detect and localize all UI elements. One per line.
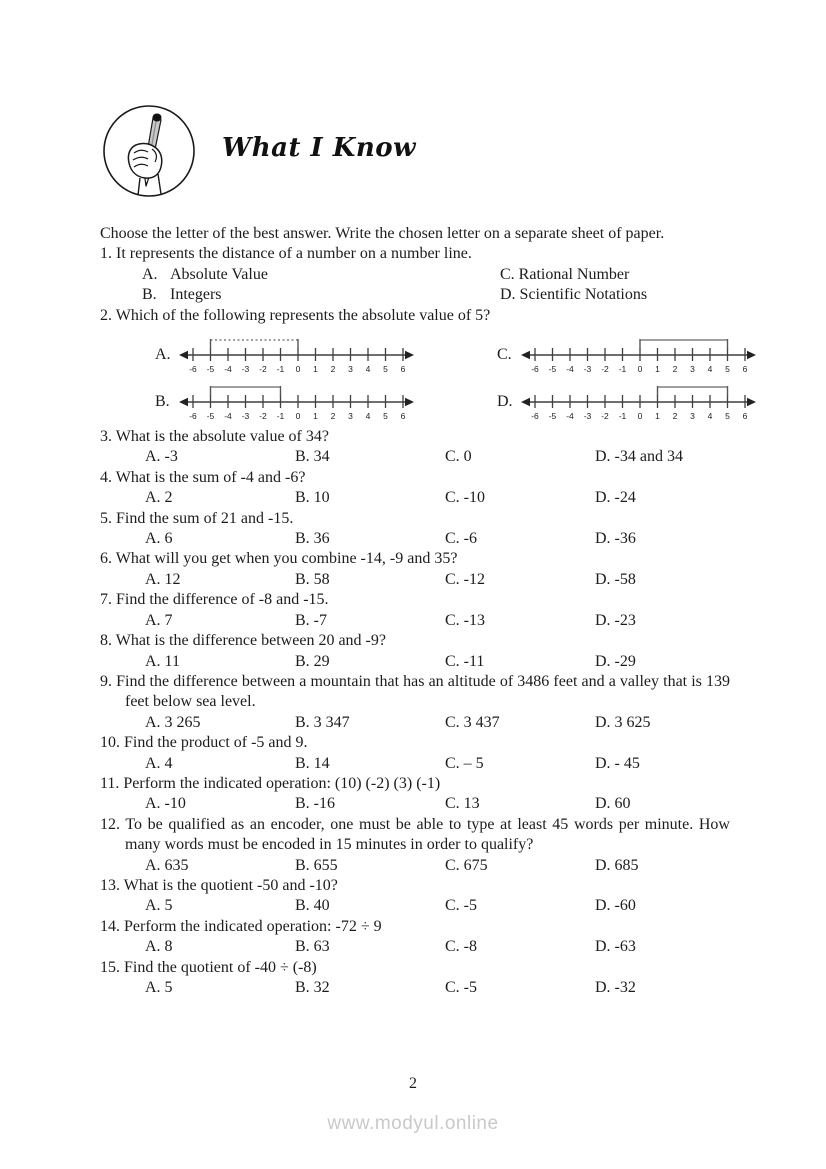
section-header	[100, 102, 730, 200]
question-statement	[100, 427, 730, 447]
question-14	[100, 917, 730, 958]
option-text: Integers	[170, 286, 222, 304]
option-A: A. 4	[145, 754, 173, 772]
question-15	[100, 958, 730, 999]
options-row	[100, 652, 730, 672]
svg-text:-3: -3	[583, 364, 592, 375]
option-C: C. -5	[445, 897, 477, 915]
question-statement	[100, 876, 730, 896]
question-4	[100, 468, 730, 509]
svg-text:6: 6	[400, 411, 406, 422]
options-row	[100, 488, 730, 508]
option-A: A. 635	[145, 856, 189, 874]
question-text: What is the absolute value of 34?	[115, 428, 329, 446]
option-D: D. -63	[595, 938, 636, 956]
question-statement	[100, 590, 730, 610]
svg-text:4: 4	[365, 411, 371, 422]
question-text: Find the sum of 21 and -15.	[116, 509, 294, 527]
options-row	[100, 447, 730, 467]
question-8	[100, 631, 730, 672]
option-A: A. 11	[145, 652, 180, 670]
question-text: To be qualified as an encoder, one must be able to type at least 45 words per minute. How many words must be encoded in 15 minutes in order to qualify?	[125, 815, 730, 854]
questions-list	[100, 244, 748, 998]
svg-text:1: 1	[313, 364, 318, 375]
option-C: C. -13	[445, 611, 485, 629]
option-D: D. 685	[595, 856, 639, 874]
option-A: A. 7	[145, 611, 173, 629]
svg-text:-4: -4	[224, 411, 232, 422]
question-text: Find the difference between a mountain that has an altitude of 3486 feet and a valley that is 139 feet below sea level.	[116, 672, 731, 711]
number-line-option-B	[155, 380, 497, 424]
question-text: Find the difference of -8 and -15.	[116, 591, 329, 609]
option-B: B. 3 347	[295, 713, 350, 731]
option-B: B. -16	[295, 795, 335, 813]
question-statement	[100, 244, 730, 264]
option-D: D. 60	[595, 795, 631, 813]
option-D: D. -60	[595, 897, 636, 915]
option-B: B. 10	[295, 489, 330, 507]
option-C: C. -10	[445, 489, 485, 507]
svg-text:2: 2	[672, 364, 678, 375]
svg-text:4: 4	[707, 364, 713, 375]
option-A: A. -3	[145, 448, 178, 466]
options-row	[100, 896, 730, 916]
option-D: D. -34 and 34	[595, 448, 683, 466]
options-row	[100, 713, 730, 733]
option-B: B. 29	[295, 652, 330, 670]
question-text: It represents the distance of a number on a number line.	[116, 245, 472, 263]
svg-text:-3: -3	[241, 411, 250, 422]
option-D: D. -29	[595, 652, 636, 670]
svg-text:3: 3	[348, 364, 353, 375]
number-line-option-C	[497, 333, 756, 377]
option-B: B. 40	[295, 897, 330, 915]
svg-text:-1: -1	[618, 364, 627, 375]
options-row	[100, 611, 730, 631]
question-text: What is the quotient -50 and -10?	[123, 876, 338, 894]
option-C: C. 0	[445, 448, 472, 466]
number-line-label: C.	[497, 346, 512, 364]
svg-text:5: 5	[383, 411, 388, 422]
question-12	[100, 815, 730, 876]
question-text: Find the product of -5 and 9.	[124, 734, 308, 752]
question-number: 5.	[100, 509, 112, 527]
svg-text:2: 2	[672, 411, 678, 422]
option-C: C. – 5	[445, 754, 484, 772]
number-line-figure	[179, 333, 414, 377]
option-B: B. 34	[295, 448, 330, 466]
svg-text:-2: -2	[259, 411, 267, 422]
option-C: C. -11	[445, 652, 485, 670]
svg-text:-2: -2	[259, 364, 267, 375]
question-statement	[100, 917, 730, 937]
number-lines	[100, 333, 748, 424]
question-statement	[100, 815, 730, 856]
svg-text:0: 0	[295, 364, 301, 375]
svg-text:2: 2	[330, 364, 336, 375]
watermark: www.modyul.online	[327, 1113, 499, 1134]
question-5	[100, 509, 730, 550]
question-number: 12.	[100, 815, 120, 833]
svg-text:-1: -1	[276, 411, 285, 422]
options-row	[100, 265, 730, 285]
svg-text:-5: -5	[548, 364, 557, 375]
option-D: D. Scientific Notations	[500, 286, 648, 304]
option-A: A. 5	[145, 897, 173, 915]
svg-text:-6: -6	[531, 364, 539, 375]
option-C: C. 675	[445, 856, 488, 874]
options-row	[100, 570, 730, 590]
option-A: A. 8	[145, 938, 173, 956]
svg-text:3: 3	[348, 411, 353, 422]
question-statement	[100, 631, 730, 651]
option-D: D. -32	[595, 979, 636, 996]
question-text: Find the quotient of -40 ÷ (-8)	[124, 958, 317, 976]
question-number: 13.	[100, 876, 120, 894]
svg-text:5: 5	[725, 364, 730, 375]
svg-text:1: 1	[655, 411, 660, 422]
question-number: 15.	[100, 958, 120, 976]
svg-text:5: 5	[725, 411, 730, 422]
svg-text:-4: -4	[566, 364, 574, 375]
question-statement	[100, 958, 730, 978]
question-number: 1.	[100, 245, 112, 263]
question-number: 4.	[100, 468, 112, 486]
section-title: What I Know	[222, 132, 416, 163]
number-line-option-D	[497, 380, 756, 424]
option-A: A.	[142, 265, 158, 283]
option-A: A. 6	[145, 530, 173, 548]
option-D: D. -23	[595, 611, 636, 629]
hand-pencil-logo	[100, 102, 198, 200]
svg-text:6: 6	[400, 364, 406, 375]
question-number: 7.	[100, 591, 112, 609]
option-D: D. -24	[595, 489, 636, 507]
options-row	[100, 856, 730, 876]
svg-text:1: 1	[313, 411, 318, 422]
svg-text:-3: -3	[241, 364, 250, 375]
question-13	[100, 876, 730, 917]
question-3	[100, 427, 730, 468]
svg-text:-6: -6	[189, 364, 197, 375]
svg-text:-6: -6	[189, 411, 197, 422]
option-B: B. 14	[295, 754, 330, 772]
question-6	[100, 549, 730, 590]
options-row	[100, 754, 730, 774]
svg-text:-4: -4	[224, 364, 232, 375]
option-B: B.	[142, 286, 157, 304]
options-row	[100, 794, 730, 814]
svg-text:-2: -2	[601, 364, 609, 375]
question-number: 14.	[100, 917, 120, 935]
number-line-label: D.	[497, 393, 513, 411]
option-A: A. 12	[145, 570, 181, 588]
question-1	[100, 244, 730, 305]
question-statement	[100, 549, 730, 569]
svg-text:0: 0	[295, 411, 301, 422]
question-number: 6.	[100, 550, 112, 568]
svg-text:2: 2	[330, 411, 336, 422]
option-C: C. -5	[445, 979, 477, 996]
options-row	[100, 978, 730, 998]
number-line-figure	[521, 380, 756, 424]
svg-text:6: 6	[742, 411, 748, 422]
question-statement	[100, 774, 730, 794]
svg-text:-1: -1	[276, 364, 285, 375]
options-row	[100, 285, 730, 305]
svg-text:-5: -5	[206, 411, 215, 422]
option-C: C. Rational Number	[500, 265, 630, 283]
question-text: Which of the following represents the absolute value of 5?	[115, 306, 491, 324]
question-statement	[100, 468, 730, 488]
svg-text:5: 5	[383, 364, 388, 375]
option-C: C. -8	[445, 938, 477, 956]
option-A: A. 2	[145, 489, 173, 507]
option-B: B. 63	[295, 938, 330, 956]
option-A: A. 5	[145, 979, 173, 996]
question-statement	[100, 306, 730, 326]
svg-text:-6: -6	[531, 411, 539, 422]
question-text: What is the sum of -4 and -6?	[115, 468, 306, 486]
svg-text:6: 6	[742, 364, 748, 375]
option-B: B. 58	[295, 570, 330, 588]
svg-text:-4: -4	[566, 411, 574, 422]
option-B: B. 32	[295, 979, 330, 996]
svg-text:-1: -1	[618, 411, 627, 422]
svg-text:-3: -3	[583, 411, 592, 422]
question-text: What will you get when you combine -14, -9 and 35?	[115, 550, 458, 568]
option-D: D. -36	[595, 530, 636, 548]
number-line-label: B.	[155, 393, 170, 411]
option-B: B. 655	[295, 856, 338, 874]
option-A: A. -10	[145, 795, 186, 813]
page-number: 2	[409, 1075, 417, 1092]
number-line-figure	[521, 333, 756, 377]
option-C: C. 13	[445, 795, 480, 813]
option-C: C. 3 437	[445, 713, 500, 731]
option-D: D. 3 625	[595, 713, 651, 731]
number-line-label: A.	[155, 346, 171, 364]
svg-text:-5: -5	[206, 364, 215, 375]
svg-text:4: 4	[707, 411, 713, 422]
svg-text:1: 1	[655, 364, 660, 375]
svg-text:-5: -5	[548, 411, 557, 422]
question-statement	[100, 733, 730, 753]
svg-text:0: 0	[637, 364, 643, 375]
question-9	[100, 672, 730, 733]
option-D: D. - 45	[595, 754, 640, 772]
question-11	[100, 774, 730, 815]
svg-text:3: 3	[690, 411, 695, 422]
option-D: D. -58	[595, 570, 636, 588]
option-text: Absolute Value	[170, 265, 268, 283]
option-A: A. 3 265	[145, 713, 201, 731]
question-statement	[100, 672, 730, 713]
svg-text:3: 3	[690, 364, 695, 375]
question-statement	[100, 509, 730, 529]
option-B: B. 36	[295, 530, 330, 548]
question-7	[100, 590, 730, 631]
options-row	[100, 529, 730, 549]
question-text: Perform the indicated operation: -72 ÷ 9	[124, 917, 382, 935]
svg-text:-2: -2	[601, 411, 609, 422]
option-B: B. -7	[295, 611, 327, 629]
question-text: Perform the indicated operation: (10) (-2) (3) (-1)	[123, 774, 441, 792]
question-number: 11.	[100, 774, 120, 792]
question-number: 3.	[100, 428, 112, 446]
question-2	[100, 306, 748, 424]
question-number: 10.	[100, 734, 120, 752]
option-C: C. -12	[445, 570, 485, 588]
svg-text:4: 4	[365, 364, 371, 375]
options-row	[100, 937, 730, 957]
number-line-option-A	[155, 333, 497, 377]
question-text: What is the difference between 20 and -9?	[115, 632, 386, 650]
instructions: Choose the letter of the best answer. Write the chosen letter on a separate sheet of paper.	[100, 225, 665, 242]
question-number: 9.	[100, 672, 112, 690]
number-line-figure	[179, 380, 414, 424]
svg-text:0: 0	[637, 411, 643, 422]
question-10	[100, 733, 730, 774]
option-C: C. -6	[445, 530, 477, 548]
question-number: 8.	[100, 632, 112, 650]
question-number: 2.	[100, 306, 112, 324]
